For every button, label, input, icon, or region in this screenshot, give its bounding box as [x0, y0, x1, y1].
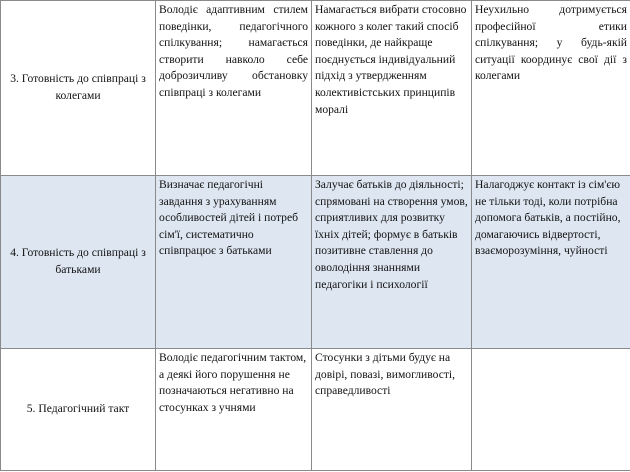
- level2-cell: Намагається вибрати стосовно кожного з колег такий спосіб поведінки, де найкраще поєднується індивідуальний підхід з утвердженням колективістських принципів моралі: [312, 1, 472, 176]
- criterion-cell: 3. Готовність до співпраці з колегами: [1, 1, 156, 176]
- level3-cell: Налагоджує контакт із сім'єю не тільки тоді, коли потрібна допомога батьків, а постійно, домагаючись відвертості, взаєморозуміння, чуйності: [472, 176, 630, 349]
- table-row: [1, 176, 630, 349]
- level1-cell: Визначає педагогічні завдання з урахуванням особливостей дітей і потреб сім'ї, систематично співпрацює з батьками: [156, 176, 312, 349]
- criterion-cell: 5. Педагогічний такт: [1, 349, 156, 471]
- table-row: [1, 349, 630, 471]
- level3-cell: Неухильно дотримується професійної етики спілкування; у будь-якій ситуації координує свої дії з колегами: [472, 1, 630, 176]
- level3-cell: [472, 349, 630, 471]
- level2-cell: Залучає батьків до діяльності; спрямовані на створення умов, сприятливих для розвитку їхніх дітей; формує в батьків позитивне ставлення до оволодіння знаннями педагогіки і психології: [312, 176, 472, 349]
- level1-cell: Володіє адаптивним стилем поведінки, педагогічного спілкування; намагається створити навколо себе доброзичливу обстановку співпраці з колегами: [156, 1, 312, 176]
- level2-cell: Стосунки з дітьми будує на довірі, повазі, вимогливості, справедливості: [312, 349, 472, 471]
- table-row: [1, 1, 630, 176]
- level1-cell: Володіє педагогічним тактом, а деякі його порушення не позначаються негативно на стосунках з учнями: [156, 349, 312, 471]
- criterion-cell: 4. Готовність до співпраці з батьками: [1, 176, 156, 349]
